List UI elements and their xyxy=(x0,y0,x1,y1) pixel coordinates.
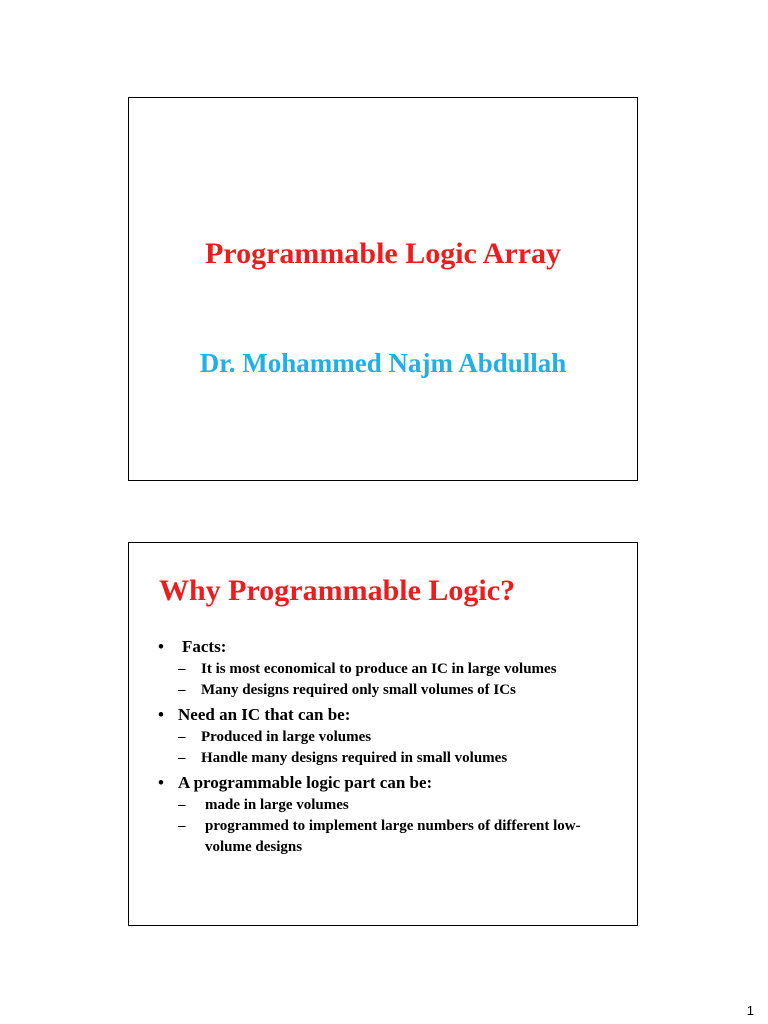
sub-bullet-item xyxy=(156,748,616,769)
author-name: Dr. Mohammed Najm Abdullah xyxy=(199,348,567,378)
sub-bullet-item xyxy=(156,727,616,748)
dash-icon: – xyxy=(178,818,186,834)
title-slide xyxy=(128,97,638,481)
bullet-item xyxy=(156,703,616,727)
sub-bullet-item xyxy=(156,816,616,858)
sub-bullet-list xyxy=(156,659,616,701)
slide-heading: Why Programmable Logic? xyxy=(159,574,516,607)
bullet-icon: • xyxy=(158,637,164,656)
sub-bullet-list xyxy=(156,727,616,769)
sub-bullet-text: Produced in large volumes xyxy=(201,729,372,745)
sub-bullet-text: It is most economical to produce an IC in large volumes xyxy=(201,661,557,677)
bullet-icon: • xyxy=(158,705,164,724)
slide-title: Programmable Logic Array xyxy=(204,237,562,270)
page-number: 1 xyxy=(746,1003,754,1018)
bullet-list xyxy=(156,635,616,860)
dash-icon: – xyxy=(178,750,186,766)
dash-icon: – xyxy=(178,797,186,813)
dash-icon: – xyxy=(178,682,186,698)
bullet-text: Need an IC that can be: xyxy=(178,705,351,724)
sub-bullet-text: Handle many designs required in small volumes xyxy=(201,750,508,766)
dash-icon: – xyxy=(178,729,186,745)
sub-bullet-item xyxy=(156,680,616,701)
bullet-item xyxy=(156,635,616,659)
content-slide xyxy=(128,542,638,926)
sub-bullet-text: Many designs required only small volumes of ICs xyxy=(201,682,516,698)
sub-bullet-item xyxy=(156,659,616,680)
bullet-icon: • xyxy=(158,773,164,792)
sub-bullet-text: made in large volumes xyxy=(205,797,349,813)
sub-bullet-item xyxy=(156,795,616,816)
bullet-text: A programmable logic part can be: xyxy=(178,773,433,792)
sub-bullet-text: programmed to implement large numbers of different low-volume designs xyxy=(205,818,581,855)
dash-icon: – xyxy=(178,661,186,677)
bullet-item xyxy=(156,771,616,795)
sub-bullet-list xyxy=(156,795,616,858)
bullet-text: Facts: xyxy=(182,637,227,656)
